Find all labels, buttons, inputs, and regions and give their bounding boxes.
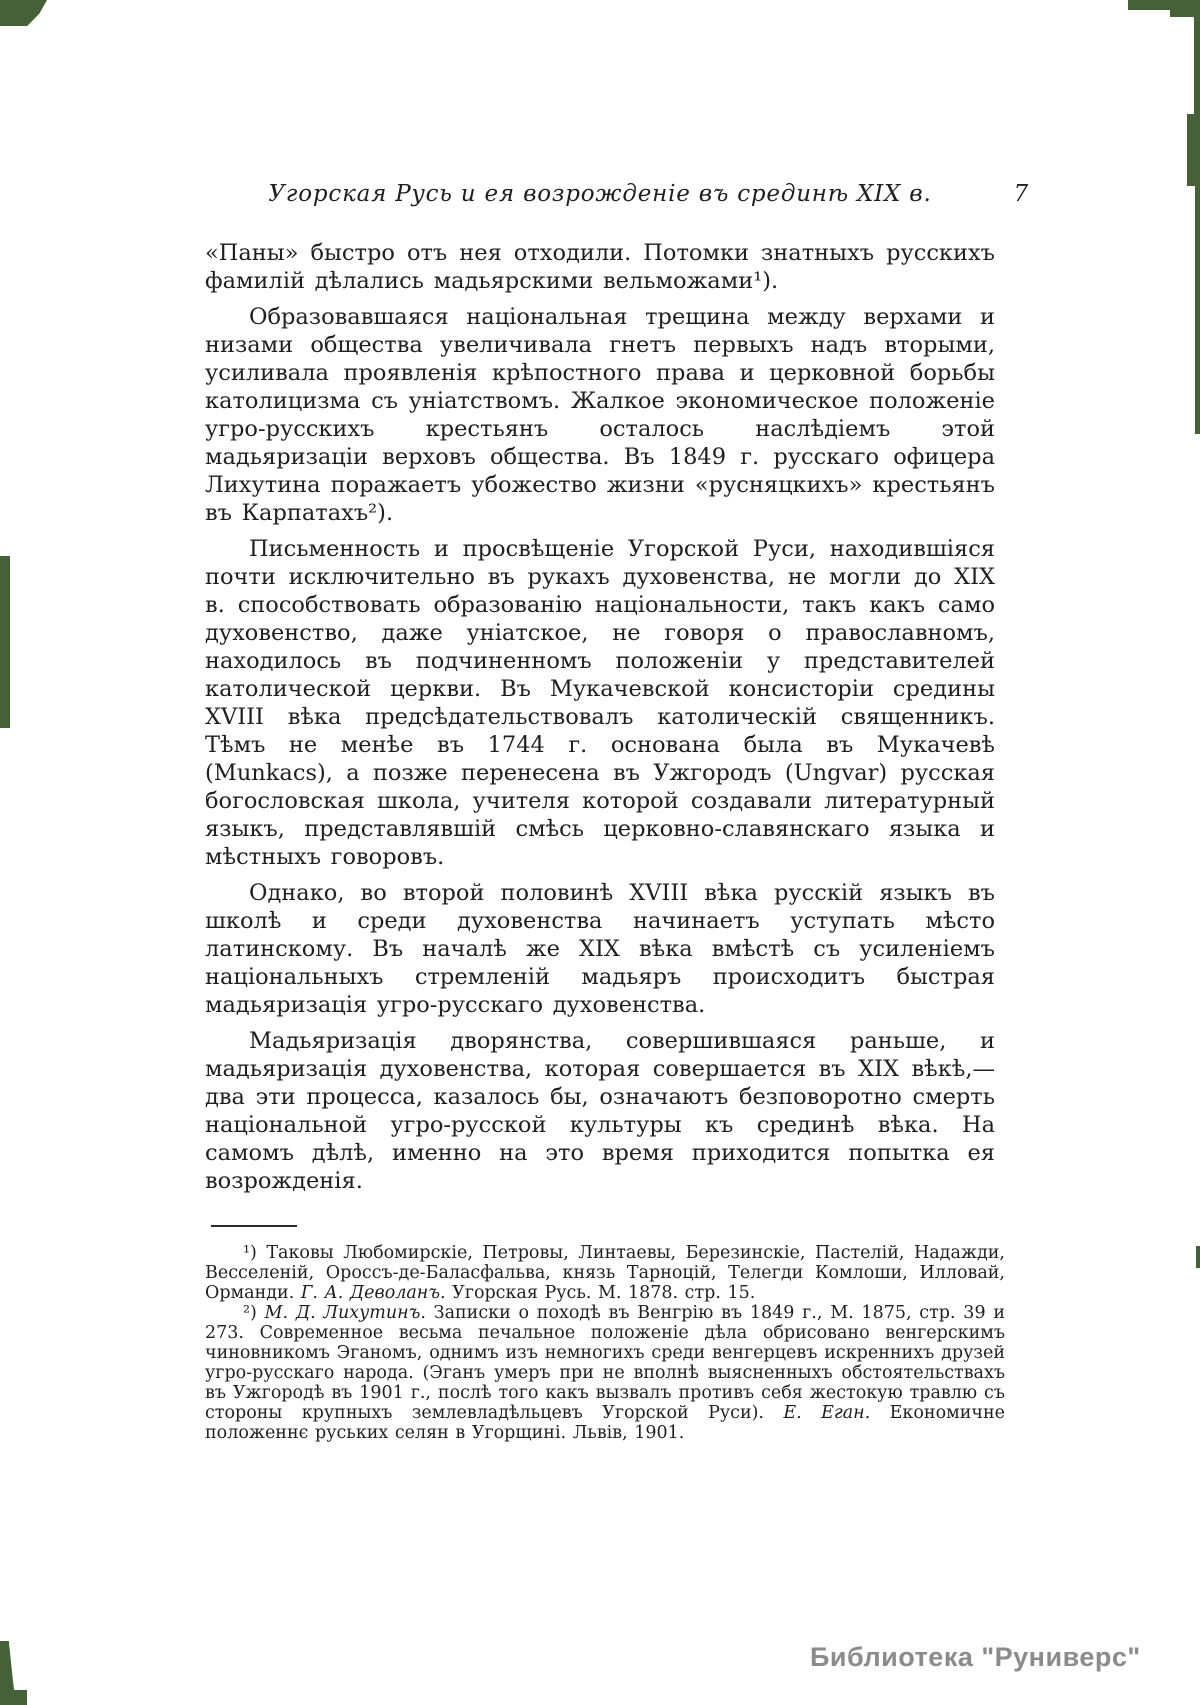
footnote-1-text: ¹) Таковы Любомирскіе, Петровы, Линтаевы, Березинскіе, Пастелій, Надажди, Весселеній, Ороссъ-де-Баласфальва, князь Тарноцій, Телегди Комлоши, Илловай, Орманди. bbox=[205, 1243, 1005, 1303]
footnote-2-author: М. Д. Лихутинъ. bbox=[264, 1303, 426, 1323]
footnote-1 bbox=[205, 1243, 1005, 1303]
paragraph-2: Образовавшаяся національная трещина между верхами и низами общества увеличивала гнетъ первыхъ надъ вторыми, усиливала проявленія крѣпостного права и церковной борьбы католицизма съ уніатствомъ. Жалкое экономическое положеніе угро-русскихъ крестьянъ осталось наслѣдіемъ этой мадьяризаціи верховъ общества. Въ 1849 г. русскаго офицера Лихутина поражаетъ убожество жизни «русняцкихъ» крестьянъ въ Карпатахъ²). bbox=[205, 304, 995, 526]
footnote-1-source: Угорская Русь. М. 1878. стр. 15. bbox=[445, 1283, 756, 1303]
paragraph-4: Однако, во второй половинѣ XVIII вѣка русскій языкъ въ школѣ и среди духовенства начинаетъ уступать мѣсто латинскому. Въ началѣ же XIX вѣка вмѣстѣ съ усиленіемъ національныхъ стремленій мадьяръ происходитъ быстрая мадьяризація угро-русскаго духовенства. bbox=[205, 880, 995, 1018]
running-header bbox=[245, 181, 1029, 207]
scan-edge-artifact-bottom-left-foot bbox=[0, 1690, 27, 1705]
paragraph-5: Мадьяризація дворянства, совершившаяся раньше, и мадьяризація духовенства, которая совершается въ XIX вѣкѣ,—два эти процесса, казалось бы, означаютъ безповоротно смерть національной угро-русской культуры къ срединѣ вѣка. На самомъ дѣлѣ, именно на это время приходится попытка ея возрожденія. bbox=[205, 1028, 995, 1194]
paragraph-1: «Паны» быстро отъ нея отходили. Потомки знатныхъ русскихъ фамилій дѣлались мадьярскими вельможами¹). bbox=[205, 240, 995, 294]
footnote-2 bbox=[205, 1303, 1005, 1443]
scan-edge-artifact-right-blob bbox=[1187, 114, 1200, 186]
footnote-separator bbox=[211, 1225, 297, 1227]
scan-edge-artifact-top-left bbox=[0, 0, 47, 26]
scan-edge-artifact-right-notch bbox=[1196, 1246, 1200, 1268]
page-number: 7 bbox=[1013, 181, 1029, 207]
paragraph-3: Письменность и просвѣщеніе Угорской Руси, находившіяся почти исключительно въ рукахъ духовенства, не могли до XIX в. способствовать образованію національности, такъ какъ само духовенство, даже уніатское, не говоря о православномъ, находилось въ подчиненномъ положеніи у представителей католической церкви. Въ Мукачевской консисторіи средины XVIII вѣка предсѣдательствовалъ католическій священникъ. Тѣмъ не менѣе въ 1744 г. основана была въ Мукачевѣ (Munkacs), а позже перенесена въ Ужгородъ (Ungvar) русская богословская школа, учителя которой создавали литературный языкъ, представлявшій смѣсь церковно-славянскаго языка и мѣстныхъ говоровъ. bbox=[205, 536, 995, 870]
scan-edge-artifact-right-strip bbox=[1195, 186, 1200, 434]
page-content bbox=[205, 181, 1029, 1443]
scan-edge-artifact-right-upper bbox=[1194, 6, 1200, 118]
footnote-2-source: Економичне положеннє руських селян в Угорщині. Львів, 1901. bbox=[205, 1403, 1005, 1443]
footnote-2-author-2: Е. Еган. bbox=[783, 1403, 871, 1423]
library-watermark: Библиотека "Руниверс" bbox=[810, 1642, 1141, 1672]
scan-edge-artifact-left-strip bbox=[0, 556, 10, 728]
running-header-title: Угорская Русь и ея возрожденіе въ срединѣ XIX в. bbox=[268, 181, 932, 207]
footnote-1-author: Г. А. Деволанъ. bbox=[300, 1283, 446, 1303]
footnote-2-marker: ²) bbox=[243, 1303, 265, 1323]
footnote-2-text: Записки о походѣ въ Венгрію въ 1849 г., М. 1875, стр. 39 и 273. Современное весьма печальное положеніе дѣла обрисовано венгерскимъ чиновникомъ Эганомъ, однимъ изъ немногихъ среди венгерцевъ искреннихъ друзей угро-русскаго народа. (Эганъ умеръ при не вполнѣ выясненныхъ обстоятельствахъ въ Ужгородѣ въ 1901 г., послѣ того какъ вызвалъ противъ себя жестокую травлю съ стороны крупныхъ землевладѣльцевъ Угорской Руси). bbox=[205, 1303, 1005, 1423]
